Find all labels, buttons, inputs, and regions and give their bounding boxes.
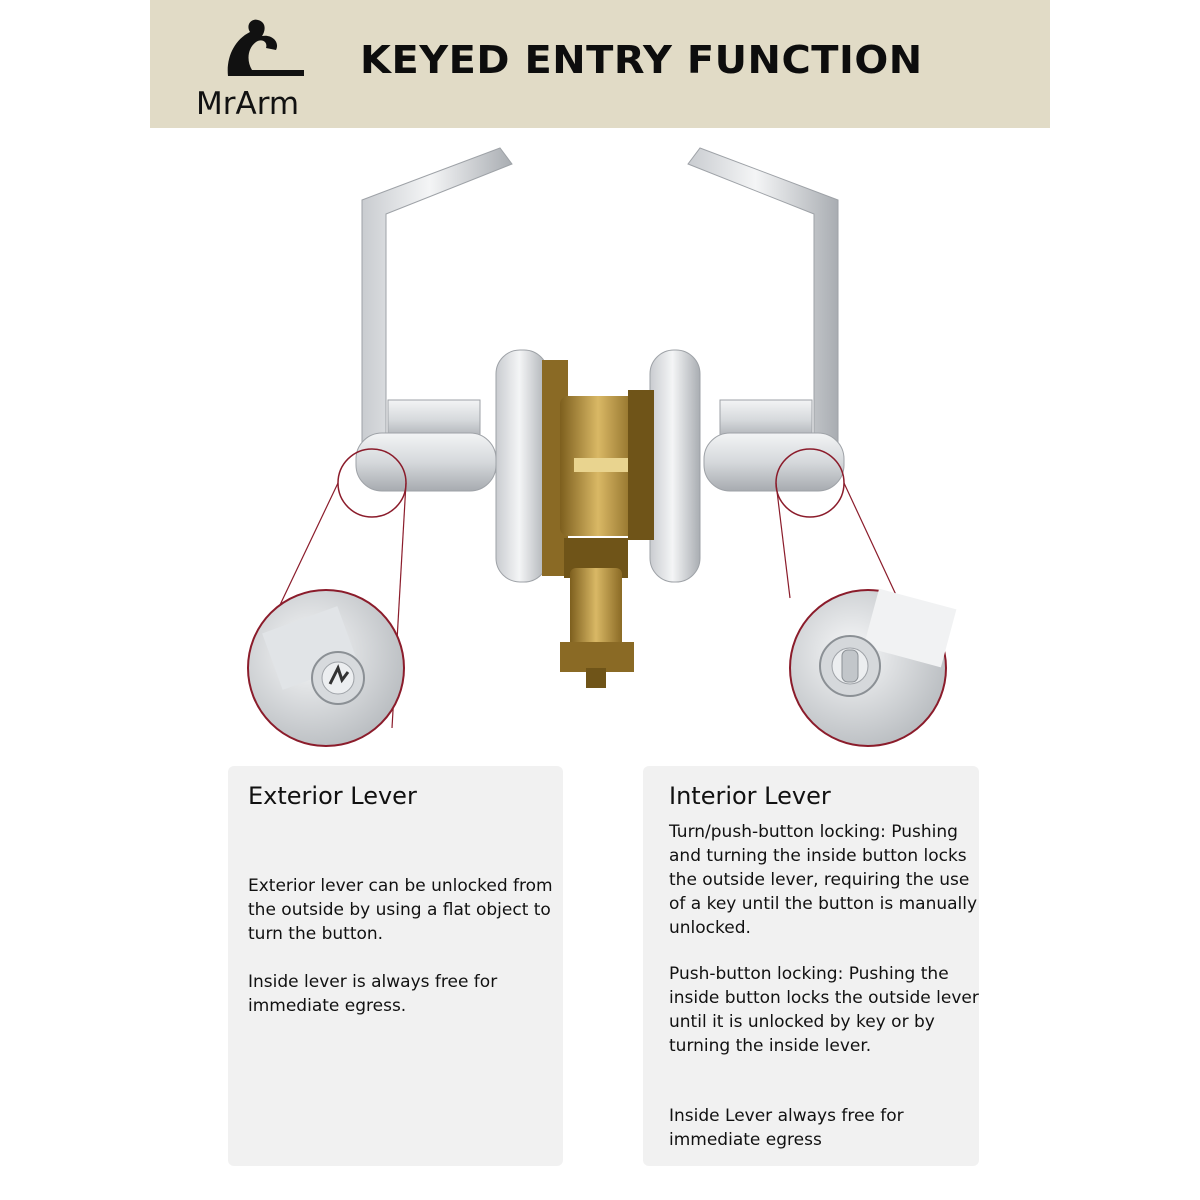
- exterior-lever-text-2: Inside lever is always free for immediate egress.: [248, 972, 498, 1016]
- brand-logo: [190, 14, 340, 122]
- keyhole-detail: [248, 590, 404, 746]
- interior-lever-text-1: Turn/push-button locking: Pushing and turning the inside button locks the outside lever, requiring the use of a key until the button is manually unlocked.: [669, 822, 978, 938]
- interior-lever: [688, 148, 844, 491]
- exterior-rose: [496, 350, 548, 582]
- exterior-lever-card: [228, 766, 563, 1166]
- latch-chassis: [542, 360, 654, 688]
- turn-button-detail: [790, 589, 956, 746]
- header-banner: [150, 0, 1050, 128]
- interior-lever-text-3: Inside Lever always free for immediate egress: [669, 1106, 904, 1150]
- lever-lock-illustration: [150, 128, 1050, 758]
- interior-rose: [650, 350, 700, 582]
- flexed-arm-icon: [220, 14, 310, 84]
- exterior-lever-text-1: Exterior lever can be unlocked from the outside by using a flat object to turn the button.: [248, 876, 553, 944]
- brand-name: MrArm: [196, 86, 300, 122]
- interior-lever-text-2: Push-button locking: Pushing the inside button locks the outside lever until it is unlocked by key or by turning the inside lever.: [669, 964, 979, 1056]
- exterior-lever: [356, 148, 512, 491]
- interior-lever-card: [643, 766, 979, 1166]
- page-title: KEYED ENTRY FUNCTION: [360, 38, 923, 82]
- interior-lever-title: Interior Lever: [669, 782, 831, 810]
- exterior-lever-title: Exterior Lever: [248, 782, 417, 810]
